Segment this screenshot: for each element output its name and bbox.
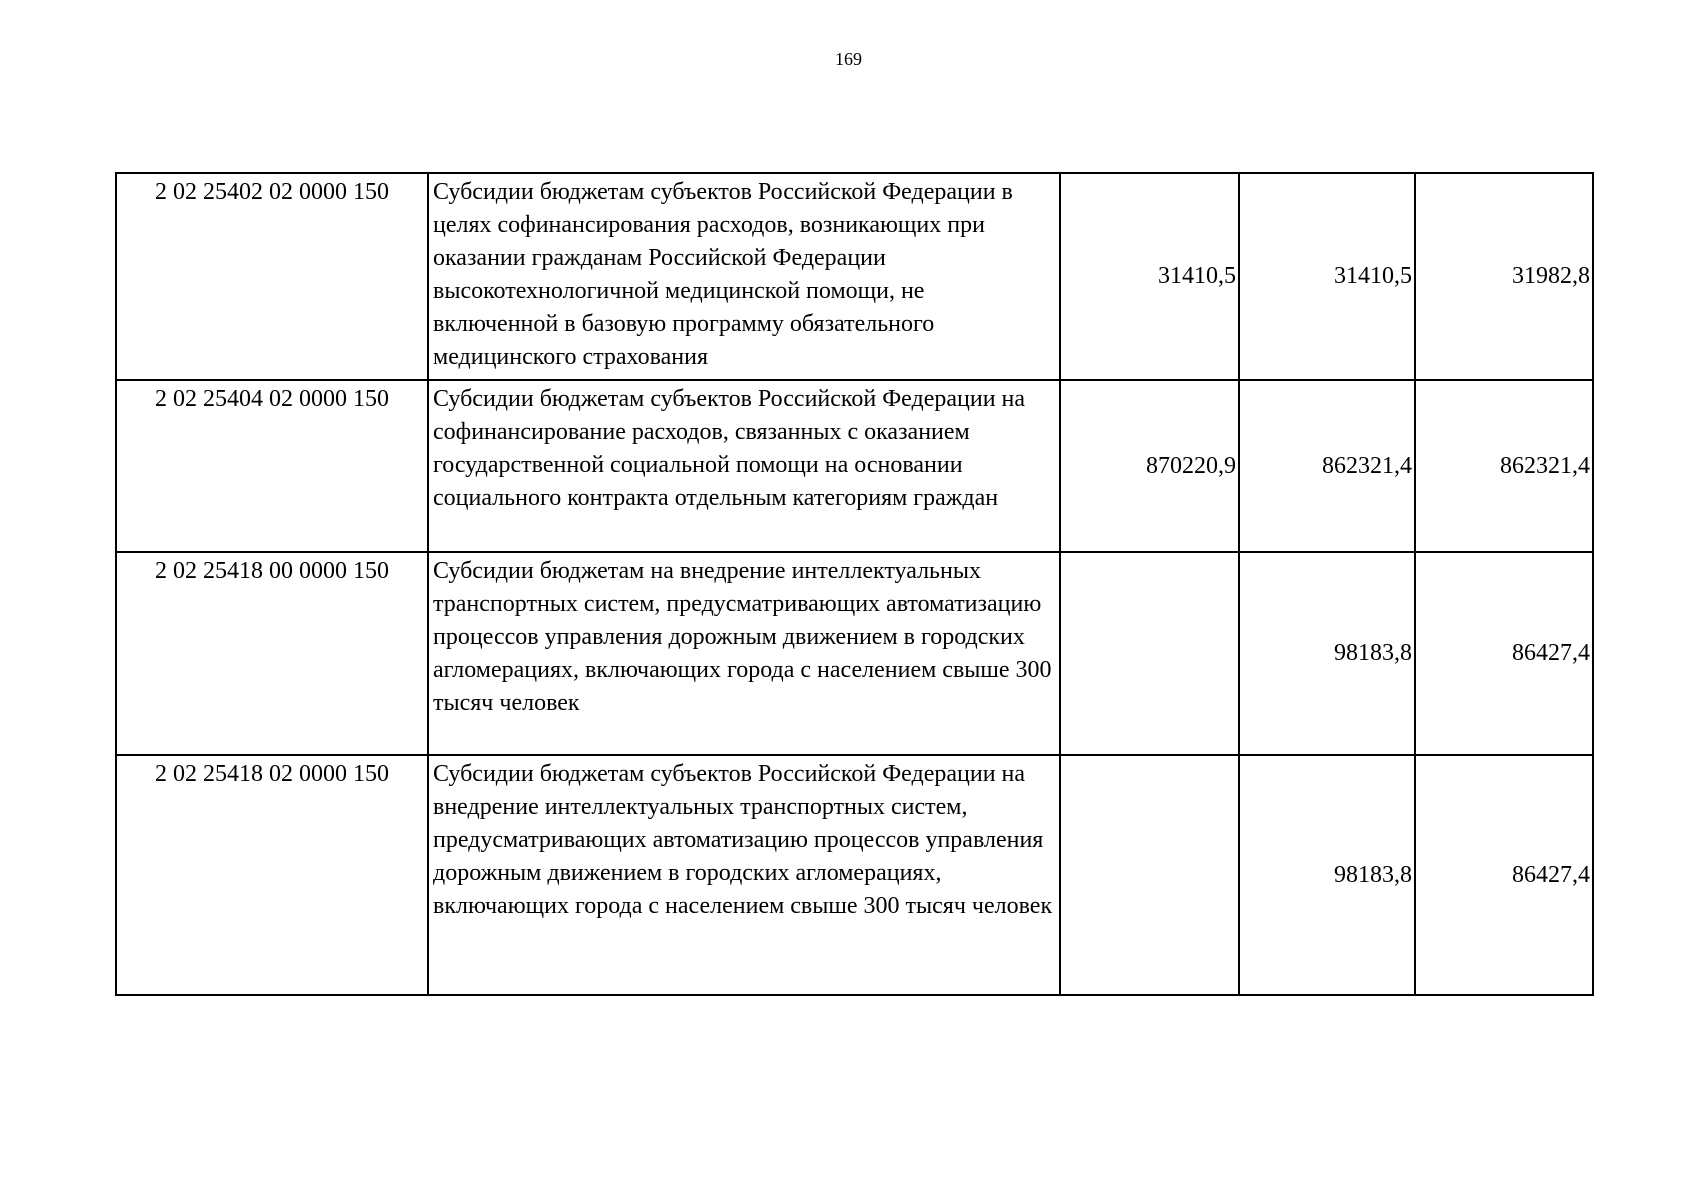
- description-cell: Субсидии бюджетам субъектов Российской Федерации в целях софинансирования расходов, возникающих при оказании гражданам Российской Федерации высокотехнологичной медицинской помощи, не включенной в базовую программу обязательного медицинского страхования: [428, 173, 1060, 380]
- budget-code-cell: 2 02 25404 02 0000 150: [116, 380, 428, 552]
- value-cell-1: [1060, 755, 1239, 995]
- value-cell-1: [1060, 552, 1239, 755]
- description-cell: Субсидии бюджетам на внедрение интеллектуальных транспортных систем, предусматривающих автоматизацию процессов управления дорожным движением в городских агломерациях, включающих города с населением свыше 300 тысяч человек: [428, 552, 1060, 755]
- value-cell-2: 98183,8: [1239, 755, 1415, 995]
- table-row: [116, 173, 1593, 380]
- value-cell-3: 862321,4: [1415, 380, 1593, 552]
- value-cell-2: 862321,4: [1239, 380, 1415, 552]
- description-cell: Субсидии бюджетам субъектов Российской Федерации на софинансирование расходов, связанных с оказанием государственной социальной помощи на основании социального контракта отдельным категориям граждан: [428, 380, 1060, 552]
- table-row: [116, 755, 1593, 995]
- value-cell-1: 870220,9: [1060, 380, 1239, 552]
- budget-code-cell: 2 02 25418 02 0000 150: [116, 755, 428, 995]
- value-cell-2: 98183,8: [1239, 552, 1415, 755]
- value-cell-3: 31982,8: [1415, 173, 1593, 380]
- table-row: [116, 380, 1593, 552]
- budget-code-cell: 2 02 25402 02 0000 150: [116, 173, 428, 380]
- budget-code-cell: 2 02 25418 00 0000 150: [116, 552, 428, 755]
- page-number: 169: [835, 49, 862, 69]
- table-row: [116, 552, 1593, 755]
- value-cell-3: 86427,4: [1415, 755, 1593, 995]
- budget-table: [115, 172, 1594, 996]
- value-cell-1: 31410,5: [1060, 173, 1239, 380]
- value-cell-3: 86427,4: [1415, 552, 1593, 755]
- description-cell: Субсидии бюджетам субъектов Российской Федерации на внедрение интеллектуальных транспортных систем, предусматривающих автоматизацию процессов управления дорожным движением в городских агломерациях, включающих города с населением свыше 300 тысяч человек: [428, 755, 1060, 995]
- value-cell-2: 31410,5: [1239, 173, 1415, 380]
